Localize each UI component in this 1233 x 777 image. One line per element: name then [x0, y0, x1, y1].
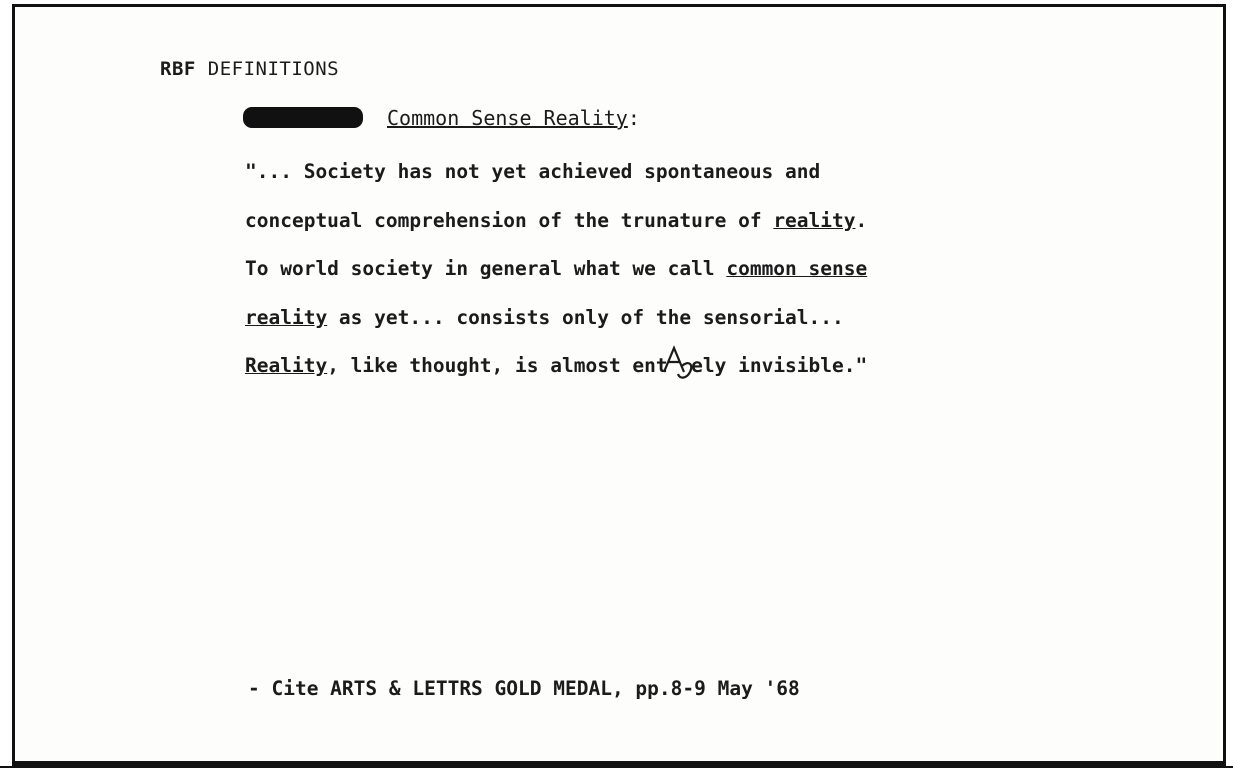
quote-line-4	[245, 294, 867, 343]
term-colon: :	[627, 106, 640, 130]
handwritten-correction-mark	[668, 354, 691, 377]
quote-line-1-text: "... Society has not yet achieved spontaneous and	[245, 160, 821, 183]
quote-line-2-text-a: conceptual comprehension of the tru	[245, 208, 656, 232]
quote-line-5-text-b: ely invisible."	[691, 354, 868, 377]
quote-line-3	[245, 245, 867, 294]
quote-line-2-period: .	[855, 208, 868, 232]
definition-term: Common Sense Reality	[387, 106, 628, 130]
header-title: DEFINITIONS	[207, 58, 340, 80]
quote-line-2	[245, 197, 867, 246]
quote-line-1	[245, 148, 867, 197]
underlined-reality-2: reality	[245, 305, 328, 329]
quote-line-5	[245, 342, 867, 391]
quote-line-4-text: as yet... consists only of the sensorial...	[327, 305, 844, 329]
quote-line-3-text: To world society in general what we call	[245, 257, 727, 280]
next-card-edge	[0, 766, 1233, 777]
definition-quote	[245, 148, 867, 391]
citation: - Cite ARTS & LETTRS GOLD MEDAL, pp.8-9 May '68	[248, 677, 800, 700]
underlined-reality-1: reality	[773, 208, 856, 232]
quote-line-2-text-b: nature of	[655, 208, 774, 232]
page-header	[160, 58, 339, 80]
redaction-mark	[243, 107, 363, 128]
header-initials: RBF	[160, 58, 196, 80]
term-row	[243, 106, 640, 130]
underlined-reality-3: Reality	[245, 354, 328, 377]
quote-line-5-text-a: , like thought, is almost ent	[327, 354, 668, 377]
underlined-common-sense: common sense	[726, 257, 868, 280]
